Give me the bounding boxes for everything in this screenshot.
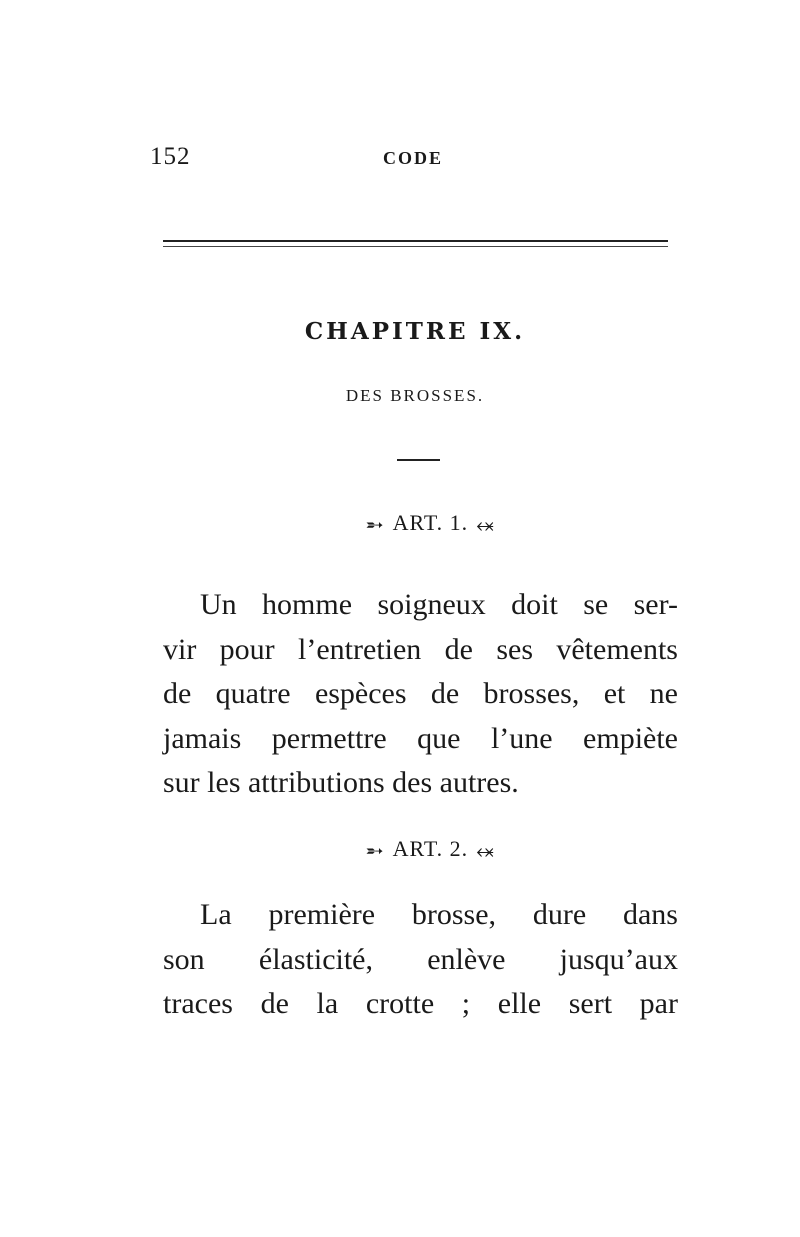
text-line: La première brosse, dure dans — [200, 898, 678, 931]
text-line: de quatre espèces de brosses, et ne — [163, 677, 678, 710]
running-title: CODE — [383, 148, 444, 168]
header-rule — [163, 240, 668, 247]
pointing-hand-right-icon: ➵ — [365, 511, 385, 537]
text-line: jamais permettre que l’une empiète — [163, 721, 678, 755]
text-line: sur les attributions des autres. — [163, 766, 519, 799]
article-heading-label: ART. 2. — [392, 836, 469, 861]
chapter-subtitle: DES BROSSES. — [345, 386, 485, 405]
text-line: vir pour l’entretien de ses vêtements — [163, 632, 678, 666]
article-heading-2 — [0, 836, 800, 864]
section-rule — [397, 459, 440, 461]
pointing-hand-left-icon: ⬾ — [476, 837, 495, 863]
page-number: 152 — [150, 143, 191, 170]
text-line: traces de la crotte ; elle sert par — [163, 987, 678, 1020]
article-heading-1 — [0, 510, 800, 538]
article-1-paragraph — [163, 583, 678, 806]
article-2-paragraph — [163, 893, 678, 1027]
text-line: Un homme soigneux doit se ser- — [200, 588, 678, 621]
running-head — [150, 143, 680, 179]
pointing-hand-left-icon: ⬾ — [476, 511, 495, 537]
chapter-title: CHAPITRE IX. — [304, 318, 526, 345]
pointing-hand-right-icon: ➵ — [365, 837, 385, 863]
article-heading-label: ART. 1. — [392, 510, 469, 535]
text-line: son élasticité, enlève jusqu’aux — [163, 942, 678, 976]
